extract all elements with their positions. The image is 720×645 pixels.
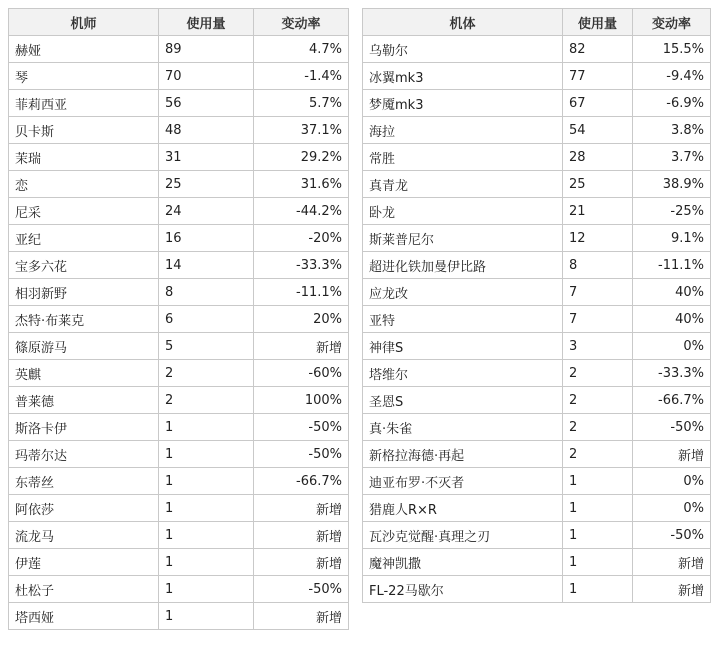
cell-usage: 89 [159,36,254,63]
table-row [363,549,711,576]
table-row [363,90,711,117]
cell-change: 31.6% [254,171,349,198]
table-row [363,36,711,63]
cell-usage: 1 [563,468,633,495]
cell-change: 0% [633,333,711,360]
cell-name: 新格拉海德·再起 [363,441,563,468]
cell-usage: 7 [563,279,633,306]
table-row [363,495,711,522]
table-row [363,252,711,279]
cell-name: 卧龙 [363,198,563,225]
cell-change: 新增 [633,549,711,576]
cell-name: 贝卡斯 [9,117,159,144]
cell-name: FL-22马歇尔 [363,576,563,603]
cell-usage: 7 [563,306,633,333]
cell-usage: 1 [159,549,254,576]
table-row [9,90,349,117]
table-row [9,576,349,603]
table-row [9,306,349,333]
table-row [363,171,711,198]
cell-name: 琴 [9,63,159,90]
table-body [9,36,349,630]
cell-change: -66.7% [254,468,349,495]
cell-usage: 25 [159,171,254,198]
table-row [9,198,349,225]
table-row [363,333,711,360]
cell-name: 圣恩S [363,387,563,414]
cell-change: 38.9% [633,171,711,198]
cell-usage: 14 [159,252,254,279]
cell-name: 东蒂丝 [9,468,159,495]
cell-name: 塔西娅 [9,603,159,630]
cell-change: 3.7% [633,144,711,171]
table-row [9,36,349,63]
cell-usage: 8 [159,279,254,306]
cell-usage: 2 [563,414,633,441]
cell-name: 常胜 [363,144,563,171]
cell-usage: 2 [159,387,254,414]
cell-change: 0% [633,468,711,495]
cell-name: 猎鹿人R×R [363,495,563,522]
table-row [363,522,711,549]
table-row [363,468,711,495]
table-row [9,225,349,252]
cell-usage: 1 [563,522,633,549]
cell-usage: 70 [159,63,254,90]
table-row [363,117,711,144]
table-row [9,171,349,198]
cell-change: 37.1% [254,117,349,144]
cell-name: 杰特·布莱克 [9,306,159,333]
cell-change: 20% [254,306,349,333]
cell-usage: 3 [563,333,633,360]
table-row [363,576,711,603]
cell-name: 亚特 [363,306,563,333]
cell-change: 4.7% [254,36,349,63]
cell-change: 0% [633,495,711,522]
cell-change: -25% [633,198,711,225]
table-row [363,225,711,252]
cell-change: -9.4% [633,63,711,90]
header-change-rate: 变动率 [254,9,349,36]
cell-usage: 16 [159,225,254,252]
table-row [363,360,711,387]
cell-change: 40% [633,306,711,333]
table-body [363,36,711,603]
cell-change: 新增 [254,549,349,576]
table-row [9,144,349,171]
cell-change: 9.1% [633,225,711,252]
table-row [9,603,349,630]
cell-change: 新增 [254,603,349,630]
cell-name: 普莱德 [9,387,159,414]
pilot-usage-table [8,8,349,630]
cell-usage: 56 [159,90,254,117]
table-row [9,279,349,306]
cell-usage: 1 [563,495,633,522]
table-row [9,522,349,549]
cell-name: 恋 [9,171,159,198]
header-usage: 使用量 [563,9,633,36]
cell-change: 新增 [254,333,349,360]
cell-usage: 25 [563,171,633,198]
cell-name: 流龙马 [9,522,159,549]
cell-name: 迪亚布罗·不灭者 [363,468,563,495]
cell-change: 新增 [633,441,711,468]
table-row [363,441,711,468]
table-row [9,333,349,360]
cell-usage: 1 [159,576,254,603]
cell-name: 超进化铁加曼伊比路 [363,252,563,279]
cell-usage: 2 [563,441,633,468]
table-row [363,144,711,171]
cell-name: 应龙改 [363,279,563,306]
cell-name: 乌勒尔 [363,36,563,63]
cell-usage: 12 [563,225,633,252]
cell-name: 菲莉西亚 [9,90,159,117]
cell-name: 宝多六花 [9,252,159,279]
table-row [9,441,349,468]
cell-change: -50% [254,441,349,468]
cell-usage: 48 [159,117,254,144]
cell-change: 新增 [633,576,711,603]
cell-name: 伊莲 [9,549,159,576]
cell-name: 赫娅 [9,36,159,63]
cell-name: 真青龙 [363,171,563,198]
cell-usage: 1 [159,522,254,549]
cell-name: 阿依莎 [9,495,159,522]
cell-usage: 1 [159,603,254,630]
table-header-row [9,9,349,36]
cell-change: -11.1% [633,252,711,279]
header-usage: 使用量 [159,9,254,36]
cell-change: -33.3% [633,360,711,387]
cell-usage: 5 [159,333,254,360]
cell-change: -50% [254,414,349,441]
cell-usage: 67 [563,90,633,117]
cell-name: 茉瑞 [9,144,159,171]
cell-change: 15.5% [633,36,711,63]
header-pilot: 机师 [9,9,159,36]
cell-usage: 1 [563,576,633,603]
cell-usage: 8 [563,252,633,279]
cell-change: 29.2% [254,144,349,171]
cell-change: 5.7% [254,90,349,117]
table-row [9,468,349,495]
cell-change: -6.9% [633,90,711,117]
cell-usage: 1 [159,495,254,522]
cell-usage: 77 [563,63,633,90]
cell-usage: 54 [563,117,633,144]
cell-usage: 2 [563,387,633,414]
cell-change: -33.3% [254,252,349,279]
cell-change: 新增 [254,495,349,522]
table-row [363,414,711,441]
table-header-row [363,9,711,36]
table-row [9,252,349,279]
cell-usage: 21 [563,198,633,225]
table-row [9,549,349,576]
cell-name: 冰翼mk3 [363,63,563,90]
cell-usage: 2 [563,360,633,387]
cell-name: 斯莱普尼尔 [363,225,563,252]
cell-change: 新增 [254,522,349,549]
cell-name: 篠原游马 [9,333,159,360]
header-change-rate: 变动率 [633,9,711,36]
cell-usage: 24 [159,198,254,225]
cell-name: 玛蒂尔达 [9,441,159,468]
cell-change: 40% [633,279,711,306]
cell-name: 海拉 [363,117,563,144]
cell-name: 斯洛卡伊 [9,414,159,441]
cell-name: 真·朱雀 [363,414,563,441]
cell-change: 100% [254,387,349,414]
table-row [363,63,711,90]
cell-usage: 2 [159,360,254,387]
cell-name: 塔维尔 [363,360,563,387]
cell-name: 梦魇mk3 [363,90,563,117]
table-row [9,360,349,387]
table-row [9,495,349,522]
table-row [9,387,349,414]
header-mech: 机体 [363,9,563,36]
table-row [9,63,349,90]
cell-name: 瓦沙克觉醒·真理之刃 [363,522,563,549]
cell-change: -50% [254,576,349,603]
cell-name: 相羽新野 [9,279,159,306]
cell-change: -44.2% [254,198,349,225]
mech-usage-table [362,8,711,603]
cell-change: -50% [633,414,711,441]
cell-change: -1.4% [254,63,349,90]
cell-change: -20% [254,225,349,252]
cell-change: -66.7% [633,387,711,414]
table-row [363,306,711,333]
table-row [363,198,711,225]
cell-change: -50% [633,522,711,549]
cell-usage: 1 [159,414,254,441]
cell-usage: 1 [159,441,254,468]
cell-usage: 28 [563,144,633,171]
cell-name: 魔神凯撒 [363,549,563,576]
cell-usage: 82 [563,36,633,63]
table-row [363,387,711,414]
table-row [9,414,349,441]
cell-change: -60% [254,360,349,387]
cell-change: 3.8% [633,117,711,144]
table-row [9,117,349,144]
cell-name: 杜松子 [9,576,159,603]
cell-name: 英麒 [9,360,159,387]
cell-usage: 1 [563,549,633,576]
cell-change: -11.1% [254,279,349,306]
cell-name: 神律S [363,333,563,360]
cell-usage: 1 [159,468,254,495]
cell-name: 亚纪 [9,225,159,252]
cell-usage: 31 [159,144,254,171]
cell-usage: 6 [159,306,254,333]
table-row [363,279,711,306]
cell-name: 尼采 [9,198,159,225]
